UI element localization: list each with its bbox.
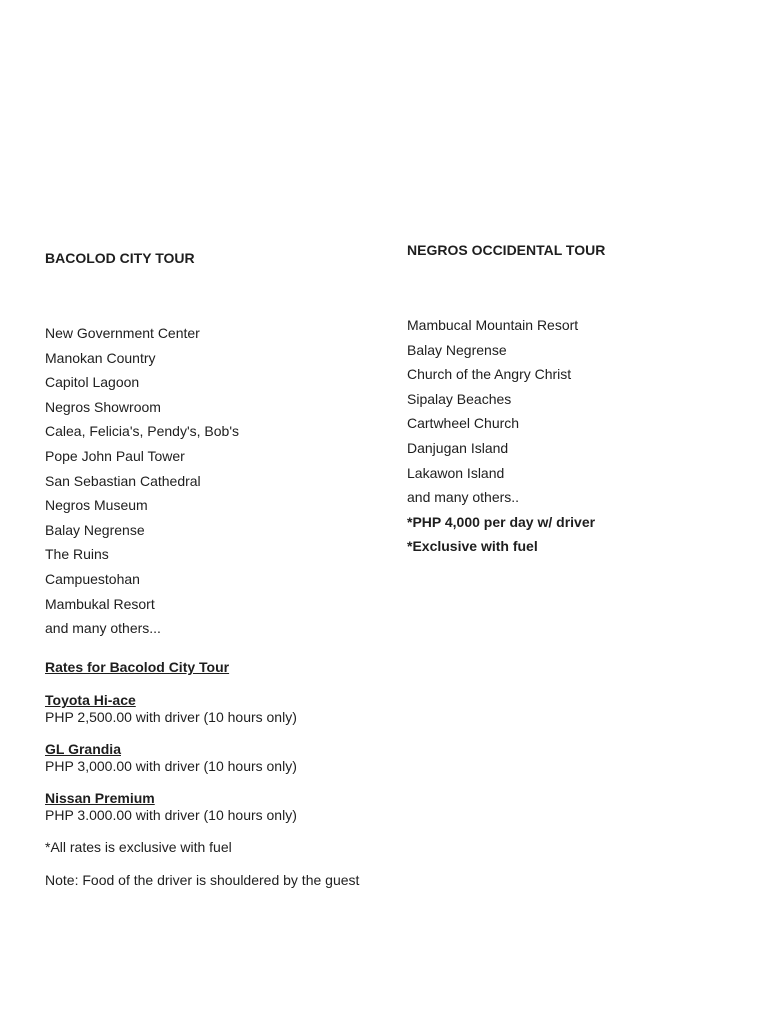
list-item: Cartwheel Church (407, 415, 520, 432)
food-note: Note: Food of the driver is shouldered by the guest (45, 872, 360, 888)
list-item: New Government Center (45, 325, 200, 341)
vehicle-price: PHP 3.000.00 with driver (10 hours only) (45, 807, 297, 823)
vehicle-price: PHP 3,000.00 with driver (10 hours only) (45, 758, 297, 774)
list-item: Balay Negrense (407, 341, 507, 358)
negros-attractions-list (407, 316, 595, 562)
list-item: Pope John Paul Tower (45, 447, 185, 464)
list-item: The Ruins (45, 546, 109, 563)
vehicle-name: GL Grandia (45, 741, 121, 757)
vehicle-name: Nissan Premium (45, 790, 155, 806)
list-item: and many others... (45, 620, 161, 637)
vehicle-price: PHP 2,500.00 with driver (10 hours only) (45, 709, 297, 725)
list-item: Danjugan Island (407, 439, 509, 456)
list-item: San Sebastian Cathedral (45, 472, 201, 489)
list-item: Balay Negrense (45, 521, 145, 538)
list-item: Campuestohan (45, 570, 140, 587)
bacolod-attractions-list (45, 324, 239, 644)
vehicle-name: Toyota Hi-ace (45, 692, 136, 708)
negros-tour-heading: NEGROS OCCIDENTAL TOUR (407, 242, 606, 258)
list-item: Manokan Country (45, 349, 156, 366)
list-item: Negros Showroom (45, 398, 161, 415)
list-item: Capitol Lagoon (45, 374, 140, 391)
list-item: Calea, Felicia's, Pendy's, Bob's (45, 423, 239, 440)
rates-fuel-note: *All rates is exclusive with fuel (45, 839, 232, 855)
list-item: Mambukal Resort (45, 595, 155, 612)
list-item: Sipalay Beaches (407, 390, 512, 407)
list-item: Mambucal Mountain Resort (407, 317, 579, 333)
rates-heading: Rates for Bacolod City Tour (45, 659, 230, 675)
list-item: Lakawon Island (407, 464, 505, 481)
price-note: *PHP 4,000 per day w/ driver (407, 513, 596, 530)
list-item: Negros Museum (45, 497, 148, 514)
bacolod-tour-heading: BACOLOD CITY TOUR (45, 250, 195, 266)
list-item: Church of the Angry Christ (407, 366, 572, 383)
list-item: and many others.. (407, 489, 520, 506)
fuel-note: *Exclusive with fuel (407, 538, 538, 555)
